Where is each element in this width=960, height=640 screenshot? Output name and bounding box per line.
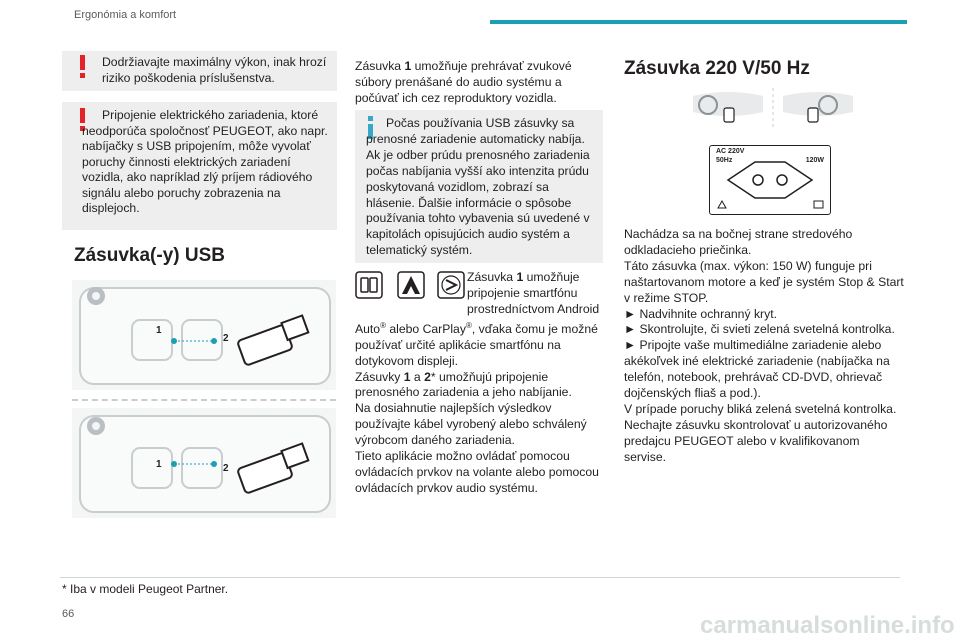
socket-power-label: 120W: [805, 157, 824, 164]
port-label-2: 2: [223, 333, 229, 344]
usb-heading: Zásuvka(-y) USB: [74, 245, 225, 266]
socket-heading: Zásuvka 220 V/50 Hz: [624, 58, 810, 79]
socket-description: [624, 227, 904, 466]
port-label-1: 1: [156, 325, 162, 336]
diagram-divider: [72, 399, 336, 402]
usb-diagram-2: [72, 408, 336, 518]
warning-box-2: [62, 102, 337, 230]
footnote: * Iba v modeli Peugeot Partner.: [62, 582, 229, 596]
warning-box-1: [62, 51, 337, 91]
warning-text-2: Pripojenie elektrického zariadenia, ktoré neodporúča spoločnosť PEUGEOT, ako napr. nabíjačky s USB pripojením, môže vyvolať poruchy činnosti elektrických zariadení vozidla, ako napríklad zlý príjem rádiového signálu alebo poruchy zobrazenia na displejoch.: [82, 108, 328, 215]
port-label-1b: 1: [156, 459, 162, 470]
cable-advice: Na dosiahnutie najlepších výsledkov používajte kábel vyrobený alebo schválený výrobcom daného zariadenia.: [355, 401, 587, 448]
service-text: Nechajte zásuvku skontrolovať u autorizovaného predajcu PEUGEOT alebo v kvalifikovanom servise.: [624, 417, 888, 464]
warning-icon: [80, 55, 85, 77]
usb-diagram-1: [72, 280, 336, 390]
footer-divider: [60, 577, 900, 578]
usb-intro: Zásuvka 1 umožňuje prehrávať zvukové súbory prenášané do audio systému a počúvať ich cez reproduktory vozidla.: [355, 59, 572, 105]
step-check-light: ► Skontrolujte, či svieti zelená svetelná kontrolka.: [624, 322, 895, 337]
port-label-2b: 2: [223, 463, 229, 474]
socket-frequency-label: 50Hz: [716, 157, 733, 164]
watermark: carmanualsonline.info: [700, 612, 955, 639]
controls-note: Tieto aplikácie možno ovládať pomocou ovládacích prvkov na volante alebo pomocou ovládacích prvkov audio systému.: [355, 449, 599, 495]
header-accent-bar: [490, 20, 907, 24]
step-connect-device: ► Pripojte vaše multimediálne zariadenie alebo akékoľvek iné elektrické zariadenie (nabíjačka na telefón, notebook, prehrávač CD-DVD, ohrievač dojčenských fliaš a pod.).: [624, 338, 890, 401]
step-lift-cover: ► Nadvihnite ochranný kryt.: [624, 306, 777, 321]
socket-location-diagram: [688, 88, 858, 137]
socket-power-text: Táto zásuvka (max. výkon: 150 W) funguje pri naštartovanom motore a keď je systém Stop & Start v režime STOP.: [624, 258, 904, 305]
socket-location-text: Nachádza sa na bočnej strane stredového odkladacieho priečinka.: [624, 227, 853, 257]
info-box: [355, 110, 603, 263]
socket-voltage-label: AC 220V: [716, 148, 745, 155]
android-carplay-paragraph: Zásuvka 1 umožňuje pripojenie smartfónu prostredníctvom Android Auto® alebo CarPlay®, vďaka čomu je možné používať určité aplikácie smartfónu na dotykovom displeji. Zásuvky 1 a 2* umožňujú pripojenie prenosného zariadenia a jeho nabíjanie. Na dosiahnutie najlepších výsledkov používajte kábel vyrobený alebo schválený výrobcom daného zariadenia. Tieto aplikácie možno ovládať pomocou ovládacích prvkov na volante alebo pomocou ovládacích prvkov audio systému.: [355, 270, 600, 495]
fault-text: V prípade poruchy bliká zelená svetelná kontrolka.: [624, 401, 897, 416]
page-number: 66: [62, 608, 75, 620]
info-text: Počas používania USB zásuvky sa prenosné zariadenie automaticky nabíja. Ak je odber prúdu prenosného zariadenia počas nabíjania vyšší ako intenzita prúdu poskytovaná vozidlom, zobrazí sa hlásenie. Ďalšie informácie o spôsobe používania tohto vybavenia sú uvedené v kapitolách opisujúcich audio systém a telematický systém.: [366, 116, 590, 258]
warning-text-1: Dodržiavajte maximálny výkon, inak hrozí riziko poškodenia príslušenstva.: [102, 55, 327, 85]
socket-illustration: [709, 145, 831, 215]
section-title: Ergonómia a komfort: [74, 9, 177, 21]
